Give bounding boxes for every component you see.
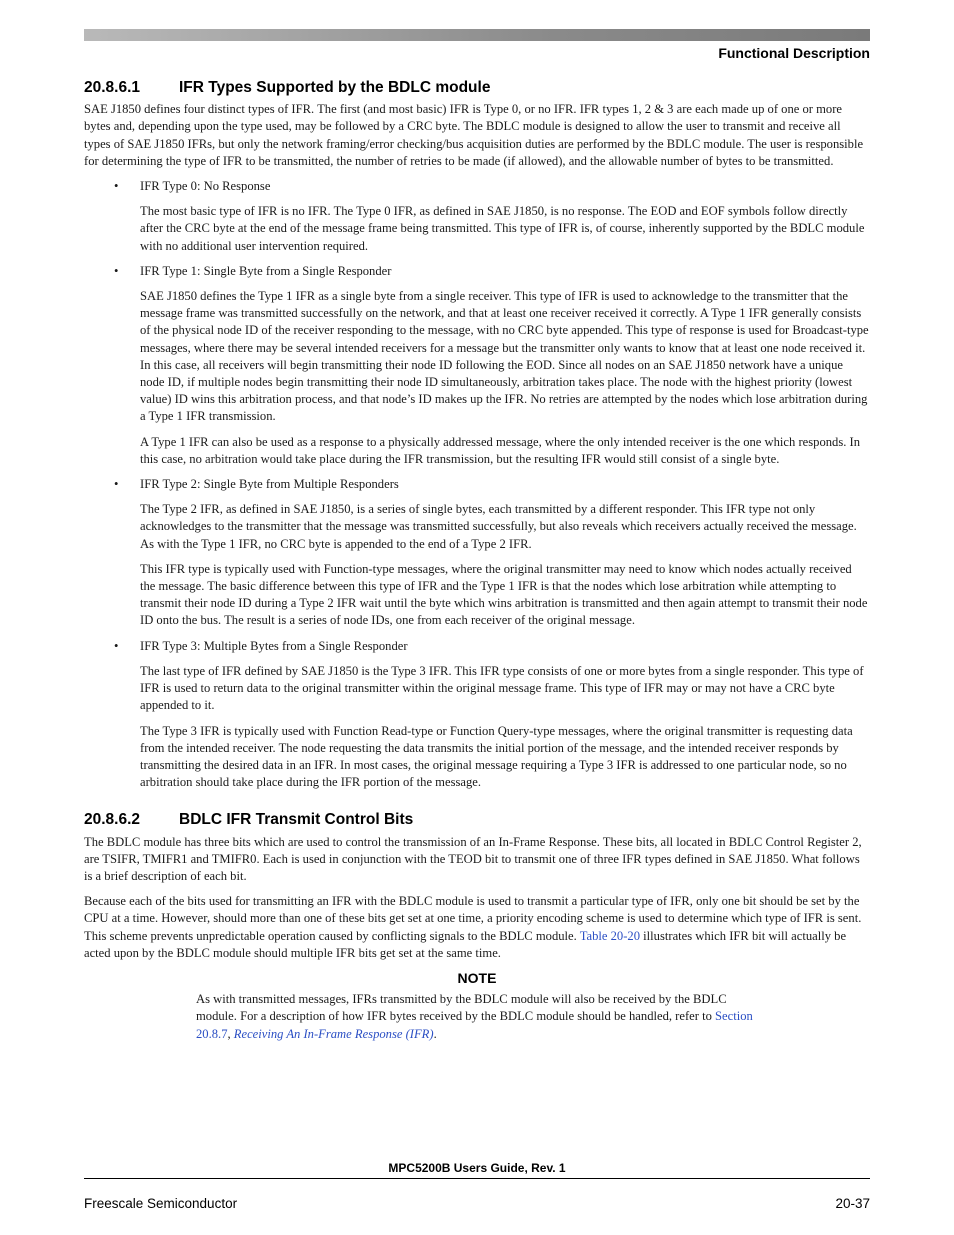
type3-paragraph-1: The last type of IFR defined by SAE J1850 is the Type 3 IFR. This IFR type consists of one or more bytes from a single responder. This type of IFR is used to return data to the original transmitter within the original message frame. This type of IFR may or may not have a CRC byte appended to it. <box>140 663 864 713</box>
section-heading-20-8-6-2 <box>84 811 870 828</box>
bullet-ifr-type-2 <box>84 476 870 493</box>
section-title: IFR Types Supported by the BDLC module <box>179 79 491 96</box>
bullet-label: IFR Type 3: Multiple Bytes from a Single Responder <box>140 638 408 653</box>
bullet-ifr-type-0 <box>84 178 870 195</box>
bullet-icon: • <box>114 263 119 278</box>
type0-paragraph: The most basic type of IFR is no IFR. The Type 0 IFR, as defined in SAE J1850, is no response. The EOD and EOF symbols follow directly after the CRC byte at the end of the message frame being transmitted. This type of IFR is, of course, inherently supported by the BDLC module with no additional user intervention required. <box>140 204 865 253</box>
footer-divider <box>84 1178 870 1179</box>
bullet-icon: • <box>114 477 119 492</box>
paragraph-text: illustrates which IFR bit will actually be acted upon by the BDLC module should multiple IFR bits get set at the same time. <box>84 928 847 960</box>
type2-paragraph-1: The Type 2 IFR, as defined in SAE J1850, is a series of single bytes, each transmitted by a different responder. This IFR type not only acknowledges to the transmitter that the message was transmitted successfully, but also reveals which receivers actually received the message. As with the Type 1 IFR, no CRC byte is appended to the end of a Type 2 IFR. <box>140 502 857 551</box>
section-number: 20.8.6.1 <box>84 79 141 96</box>
bullet-label: IFR Type 2: Single Byte from Multiple Responders <box>140 477 399 492</box>
note-title: NOTE <box>457 969 497 986</box>
header-bar <box>84 29 870 41</box>
type2-paragraph-2: This IFR type is typically used with Function-type messages, where the original transmitter may need to know which nodes actually received the message. The basic difference between this type of IFR and the Type 1 IFR is that the nodes which lose arbitration while attempting to transmit their node ID during a Type 2 IFR wait until the byte which wins arbitration is transmitted and then again attempt to transmit their node ID onto the bus. The result is a series of node IDs, one from each receiver of the original message. <box>140 561 868 628</box>
table-20-20-link[interactable]: Table 20-20 <box>579 928 641 943</box>
section2-paragraph-1: The BDLC module has three bits which are used to control the transmission of an In-Frame Response. These bits, all located in BDLC Control Register 2, are TSIFR, TMIFR1 and TMIFR0. Each is used in conjunction with the TEOD bit to transmit one of three IFR types defined in SAE J1850. What follows is a brief description of each bit. <box>84 834 862 883</box>
footer-doc-title: MPC5200B Users Guide, Rev. 1 <box>388 1161 566 1175</box>
bullet-ifr-type-1 <box>84 263 870 280</box>
running-head: Functional Description <box>718 45 870 61</box>
note-text: As with transmitted messages, IFRs transmitted by the BDLC module will also be received by the BDLC module. For a description of how IFR bytes received by the BDLC module should be handled, refer to <box>196 992 727 1024</box>
bullet-icon: • <box>114 179 119 194</box>
bullet-icon: • <box>114 638 119 653</box>
note-text: . <box>433 1026 437 1041</box>
note-text: , <box>227 1026 234 1041</box>
page-content <box>84 79 870 1043</box>
section-intro-paragraph: SAE J1850 defines four distinct types of IFR. The first (and most basic) IFR is Type 0, or no IFR. IFR types 1, 2 & 3 are each made up of one or more bytes and, depending upon the type used, may be followed by a CRC byte. The BDLC module is designed to allow the user to transmit and receive all types of SAE J1850 IFRs, but only the network framing/error checking/bus acquisition duties are performed by the BDLC module. The user is responsible for determining the type of IFR to be transmitted, the number of retries to be made (if allowed), and the allowable number of bytes to be transmitted. <box>84 102 864 168</box>
type1-paragraph-1: SAE J1850 defines the Type 1 IFR as a single byte from a single receiver. This type of IFR is used to acknowledge to the transmitter that the message frame was transmitted successfully on the network, and that at least one receiver received it correctly. A Type 1 IFR generally consists of the physical node ID of the receiver responding to the message, with no CRC byte appended. This type of response is used for Broadcast-type messages, where there may be several intended receivers for a message but the transmitter only wants to know that at least one node received it. In this case, all receivers will begin transmitting their node ID following the EOD. Since all nodes on an SAE J1850 network have a unique node ID, if multiple nodes begin transmitting their node ID simultaneously, arbitration takes place. The node with the highest priority (lowest value) ID wins this arbitration process, and that node’s ID makes up the IFR. No retries are attempted by the nodes which lose arbitration during a Type 1 IFR transmission. <box>140 289 869 424</box>
bullet-ifr-type-3 <box>84 638 870 655</box>
section-20-8-7-link[interactable]: Section 20.8.7 <box>196 1009 753 1041</box>
receiving-ifr-link[interactable]: Receiving An In-Frame Response (IFR) <box>233 1026 434 1041</box>
paragraph-text: Because each of the bits used for transmitting an IFR with the BDLC module is used to transmit a particular type of IFR, only one bit should be set by the CPU at a time. However, should more than one of these bits get set at one time, a priority encoding scheme is used to determine which type of IFR is sent. This scheme prevents unpredictable operation caused by conflicting signals to the BDLC module. <box>84 894 862 943</box>
section2-paragraph-2 <box>84 893 870 962</box>
section-heading-20-8-6-1 <box>84 79 870 96</box>
type1-paragraph-2: A Type 1 IFR can also be used as a response to a physically addressed message, where the only intended receiver is the one which responds. In this case, no arbitration would take place during the IFR transmission, but the resulting IFR would still consist of a single byte. <box>140 434 861 466</box>
bullet-label: IFR Type 0: No Response <box>140 179 271 194</box>
bullet-label: IFR Type 1: Single Byte from a Single Responder <box>140 263 392 278</box>
type3-paragraph-2: The Type 3 IFR is typically used with Function Read-type or Function Query-type messages, where the original transmitter is requesting data from the intended receiver. The node requesting the data transmits the initial portion of the message, and the intended receiver responds by transmitting the desired data in an IFR. In most cases, the original message requiring a Type 3 IFR is addressed to one particular node, so no arbitration should take place during the IFR portion of the message. <box>140 723 853 790</box>
footer-company: Freescale Semiconductor <box>84 1196 238 1211</box>
note-body <box>196 991 758 1043</box>
section-title: BDLC IFR Transmit Control Bits <box>179 811 414 829</box>
section-number: 20.8.6.2 <box>84 811 141 829</box>
footer-page-number: 20-37 <box>835 1196 870 1211</box>
